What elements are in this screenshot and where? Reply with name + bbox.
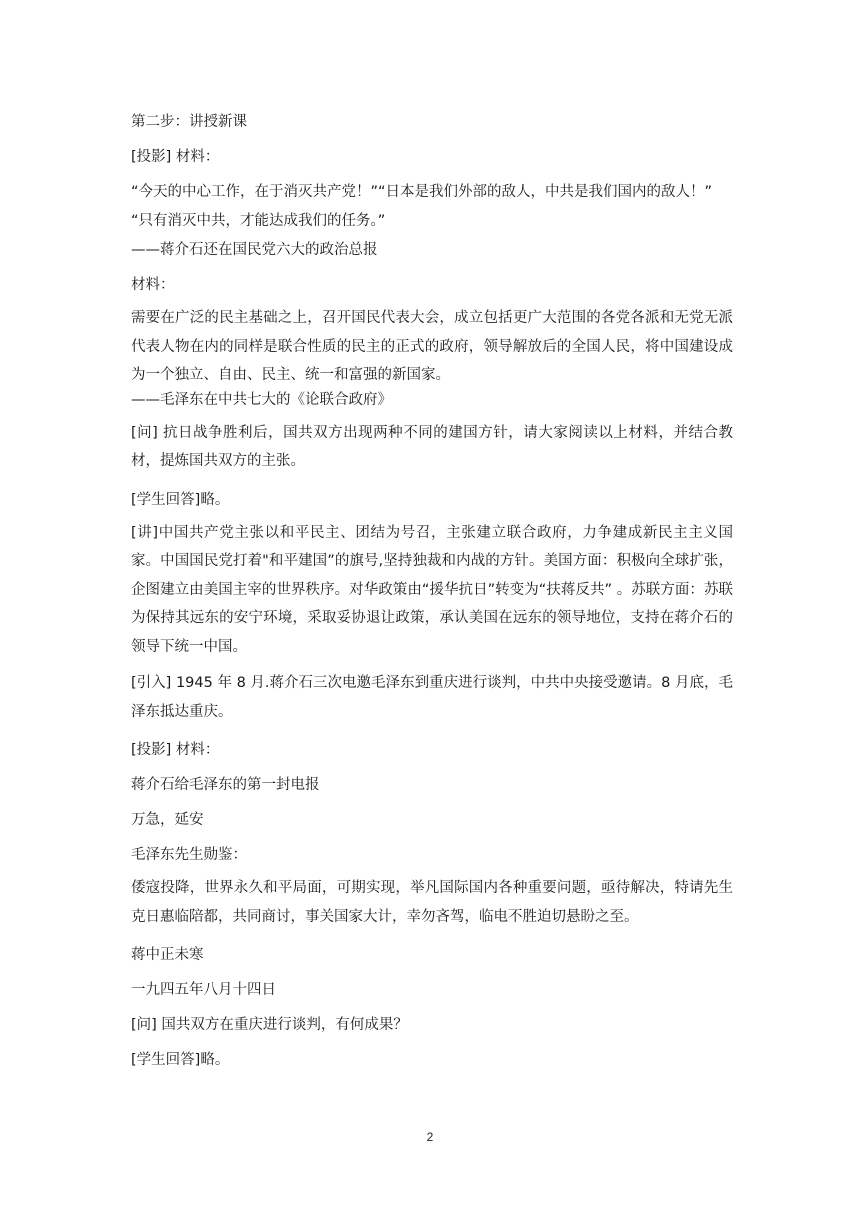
- quote-source: ——毛泽东在中共七大的《论联合政府》: [131, 391, 392, 408]
- quote-line: “只有消灭中共，才能达成我们的任务。”: [131, 213, 386, 229]
- telegram-salutation: 毛泽东先生勋鉴：: [131, 847, 247, 863]
- telegram-body: 倭寇投降，世界永久和平局面，可期实现，举凡国际国内各种重要问题，亟待解决，特请先生克日惠临陪都，共同商讨，事关国家大计，幸勿吝驾，临电不胜迫切悬盼之至。: [131, 880, 733, 925]
- question-line: [问] 国共双方在重庆进行谈判，有何成果？: [131, 1017, 408, 1033]
- material-label: 材料：: [131, 277, 175, 293]
- projection-label: [投影] 材料：: [131, 149, 220, 165]
- page-number: 2: [426, 1130, 434, 1144]
- telegram-urgency: 万急，延安: [131, 812, 204, 828]
- question-paragraph: [问] 抗日战争胜利后，国共双方出现两种不同的建国方针，请大家阅读以上材料，并结合教材，提炼国共双方的主张。: [131, 424, 733, 469]
- telegram-signature: 蒋中正未寒: [131, 947, 204, 963]
- intro-paragraph: [引入] 1945 年 8 月.蒋介石三次电邀毛泽东到重庆进行谈判，中共中央接受邀请。8 月底，毛泽东抵达重庆。: [131, 675, 733, 720]
- quote-source: ——蒋介石还在国民党六大的政治总报: [131, 242, 378, 258]
- student-answer: [学生回答]略。: [131, 1052, 230, 1068]
- quote-line: “今天的中心工作，在于消灭共产党！”“日本是我们外部的敌人，中共是我们国内的敌人！”: [131, 184, 713, 200]
- material-paragraph: 需要在广泛的民主基础之上，召开国民代表大会，成立包括更广大范围的各党各派和无党无派代表人物在内的同样是联合性质的民主的正式的政府，领导解放后的全国人民，将中国建设成为一个独立、自由、民主、统一和富强的新国家。: [131, 310, 733, 383]
- page-body: [131, 112, 733, 1071]
- student-answer: [学生回答]略。: [131, 491, 230, 508]
- telegram-title: 蒋介石给毛泽东的第一封电报: [131, 777, 320, 793]
- step-heading: 第二步：讲授新课: [131, 114, 247, 130]
- lecture-paragraph: [讲]中国共产党主张以和平民主、团结为号召，主张建立联合政府，力争建成新民主主义国家。中国国民党打着"和平建国”的旗号,坚持独裁和内战的方针。美国方面：积极向全球扩张，企图建立由美国主宰的世界秩序。对华政策由“援华抗日”转变为“扶蒋反共” 。苏联方面：苏联为保持其远东的安宁环境，采取妥协退让政策，承认美国在远东的领导地位，支持在蒋介石的领导下统一中国。: [131, 524, 733, 655]
- projection-label: [投影] 材料：: [131, 742, 220, 758]
- telegram-date: 一九四五年八月十四日: [131, 982, 276, 998]
